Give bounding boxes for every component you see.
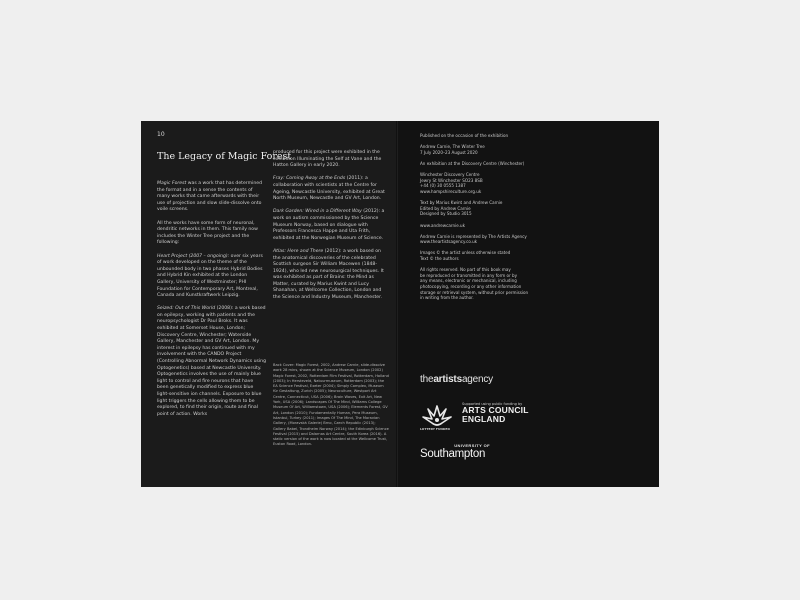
paragraph-text: over six years of work developed on the theme of the unbounded body in two phases Hybrid Bodies and Hybrid Kin exhibited at the London Gallery, University of Westminster; PHI Foundation for Contemporary Art, Montreal, Canada and Kunstkraftwerk Leipzig.	[157, 253, 263, 299]
colophon-block	[420, 144, 550, 155]
right-page	[398, 121, 659, 487]
paragraph-text: was a work that has determined the format and in a sense the contents of many works that came afterwards with their use of projection and slow slide-dissolve onto voile screens.	[157, 181, 263, 213]
work-title: Dark Garden: Wired in a Different Way	[273, 209, 362, 215]
paragraph-text: All the works have some form of neuronal, dendritic networks in them. This family now includes the Winter Tree project and the following:	[157, 220, 258, 246]
colophon-line: Images © the artist unless otherwise stated	[420, 250, 511, 256]
colophon-line: 7 July 2020–23 August 2020	[420, 149, 478, 155]
colophon-line: any means, electronic or mechanical, including	[420, 278, 517, 284]
logo-text-bold: artists	[433, 374, 462, 385]
paragraph	[157, 221, 266, 247]
text-column-1	[157, 181, 266, 425]
page-number: 10	[157, 131, 165, 138]
work-title: Magic Forest	[157, 181, 187, 186]
artists-agency-logo	[420, 374, 493, 385]
colophon-line: Winchester Discovery Centre	[420, 172, 480, 178]
colophon-block	[420, 172, 550, 194]
colophon-block	[420, 223, 550, 229]
colophon-line: An exhibition at the Discovery Centre (Winchester)	[420, 160, 525, 166]
paragraph	[157, 306, 266, 418]
paragraph	[273, 150, 389, 170]
colophon-line: Andrew Carnie, The Winter Tree	[420, 144, 485, 150]
colophon-line: www.andrewcarnie.uk	[420, 222, 466, 228]
colophon-line: in writing from the author.	[420, 295, 474, 301]
colophon-line: Andrew Carnie is represented by The Artists Agency	[420, 233, 527, 239]
page-title: The Legacy of Magic Forest	[157, 151, 292, 162]
colophon-line: Designed by Studio 3015	[420, 211, 472, 217]
image-credits: Back Cover: Magic Forest, 2002, Andrew Carnie, slide-dissolve work 28 mins, shown at the Science Museum, London (2002) Magic Forest, 2002, Rotterdam Film Festival, Rotterdam, Holland (2003); In Hersteveld, Natuurmuseum, Rotterdam (2003); the EA Science Festival, Exeter (2004); Simply Complex, Museum für Gestaltung, Zurich (2005); Neuroculture, Westport Art Centre, Connecticut, USA (2006); Brain Waves, Exit Art, New York, USA (2006); Landscapes Of The Mind, Williams College Museum Of Art, Williamstown, USA (2006); Elements Forest, GV Art, London (2010); Fundamentally Human, Pera Museum, Istanbul, Turkey (2011); Images Of The Mind, The Moravian Gallery, (Moravská Galerie) Brno, Czech Republic (2013); Gallery Babel, Trondheim Norway (2014); the Edinburgh Science Festival (2015) and Dalarnas Art Centre, South Korea (2016). A static version of the work is now located at the Wellcome Trust, Euston Road, London.	[273, 363, 389, 447]
colophon-line: Published on the occasion of the exhibition	[420, 133, 509, 138]
paragraph-text: (2012): a work based on the anatomical discoveries of the celebrated Scottish surgeon Sir William Macewen (1848-1924), who led new neurosurgical techniques. It was exhibited as part of Brains: the Mind as Matter, curated by Marius Kwint and Lucy Shanahan, at Wellcome Collection, London and the Science and Industry Museum, Manchester.	[273, 248, 384, 301]
colophon-line: storage or retrieval system, without prior permission	[420, 289, 529, 295]
paragraph-text: (2012): a work on autism commissioned by the Science Museum Norway, based on dialogue with Professors Francesca Happe and Uta Frith, exhibited at the Norwegian Museum of Science.	[273, 209, 385, 241]
paragraph-text: produced for this project were exhibited in the exhibition Illuminating the Self at Vane and the Hatton Gallery in early 2020.	[273, 150, 382, 169]
paragraph	[273, 176, 389, 202]
lottery-funded-label: LOTTERY FUNDED	[420, 427, 450, 431]
colophon-block	[420, 133, 550, 139]
colophon-block	[420, 267, 550, 301]
left-page	[141, 121, 398, 487]
university-logo	[420, 443, 500, 460]
logo-text: the	[420, 374, 434, 385]
paragraph	[273, 249, 389, 302]
arts-council-name: ENGLAND	[462, 414, 506, 424]
colophon-line: be reproduced or transmitted in any form or by	[420, 272, 518, 278]
university-label: UNIVERSITY OF	[454, 443, 490, 448]
colophon-line: www.theartistsagency.co.uk	[420, 239, 478, 245]
work-title: Seized: Out of This World	[157, 306, 216, 312]
colophon-line: All rights reserved. No part of this book may	[420, 267, 511, 273]
arts-council-logo	[462, 402, 552, 424]
colophon-line: www.hampshireculture.org.uk	[420, 188, 482, 194]
colophon-block	[420, 250, 550, 261]
colophon-block	[420, 161, 550, 167]
work-title: Atlas: Here and There	[273, 248, 324, 254]
colophon-line: Text by Marius Kwint and Andrew Carnie	[420, 200, 503, 206]
paragraph	[273, 209, 389, 242]
arts-council-name: ARTS COUNCIL	[462, 405, 529, 415]
paragraph-text: (2011): a collaboration with scientists at the Centre for Ageing, Newcastle University, exhibited at Great North Museum, Newcastle and GV Art, London.	[273, 176, 385, 202]
colophon-line: photocopying, recording or any other information	[420, 284, 522, 290]
arts-council-tagline: Supported using public funding by	[462, 402, 523, 406]
colophon-line: +44 (0) 30 0555 1387	[420, 183, 466, 189]
colophon-block	[420, 234, 550, 245]
brochure-spread	[141, 121, 659, 487]
colophon-line: Edited by Andrew Carnie	[420, 205, 471, 211]
paragraph	[157, 254, 266, 300]
paragraph-text: (2008): a work based on epilepsy, working with patients and the neuropsychologist Dr Paul Broks. It was exhibited at Somerset House, London; Discovery Centre, Winchester; Waterside Gallery, Manchester and GV Art, London. My interest in epilepsy has continued with my involvement with the CANDO Project (Controlling Abnormal Network Dynamics using Optogenetics) based at Newcastle University. Optogenetics involves the use of mainly blue light to control and fire neurons that have been genetically modified to express blue light-sensitive ion channels. Exposure to blue light triggers the cells allowing them to be explored, to find their origin, route and final point of action. Works	[157, 306, 267, 417]
university-name: Southampton	[420, 448, 486, 460]
colophon-block	[420, 200, 550, 217]
work-title: Fray: Coming Away at the Ends	[273, 176, 346, 182]
paragraph	[157, 181, 266, 214]
logo-text: agency	[461, 374, 493, 385]
text-column-2	[273, 150, 389, 308]
colophon-line: Jewry St Winchester SO23 8SB	[420, 177, 483, 183]
colophon	[420, 133, 550, 306]
work-title: Heart Project (2007 – ongoing):	[157, 253, 230, 259]
colophon-line: Text © the authors	[420, 256, 459, 262]
